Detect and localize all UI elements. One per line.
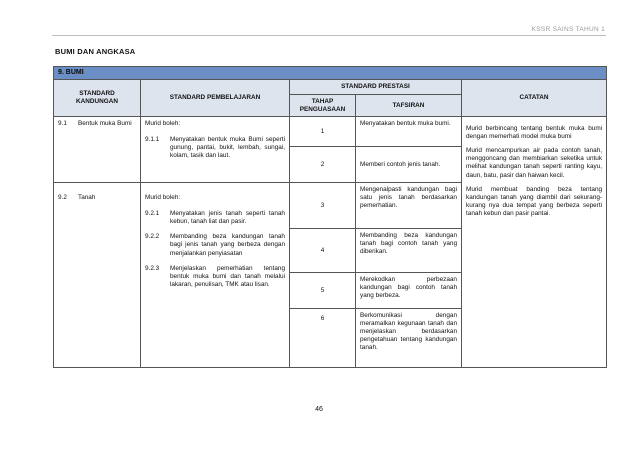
pembelajaran-item <box>145 136 285 160</box>
tahap-level: 3 <box>290 183 356 229</box>
header-catatan: CATATAN <box>462 80 607 117</box>
header-row-1 <box>54 80 607 95</box>
tafsiran-text: Berkomunikasi dengan meramalkan kegunaan tanah dan menjelaskan berdasarkan pengetahuan tentang kandungan tanah. <box>356 309 462 368</box>
section-title: BUMI DAN ANGKASA <box>55 47 136 56</box>
item-text: Menyatakan bentuk muka Bumi seperti gunung, pantai, bukit, lembah, sungai, kolam, tasik dan laut. <box>170 136 285 160</box>
table-row <box>54 117 607 147</box>
kandungan-number: 9.1 <box>58 120 67 128</box>
pembelajaran-intro: Murid boleh: <box>145 120 181 128</box>
running-header: KSSR SAINS TAHUN 1 <box>531 26 605 33</box>
header-standard-kandungan: STANDARD KANDUNGAN <box>54 80 141 117</box>
item-number: 9.2.3 <box>145 264 160 272</box>
tafsiran-text: Merekodkan perbezaan kandungan bagi contoh tanah yang berbeza. <box>356 273 462 309</box>
catatan-paragraph: Murid membuat banding beza tentang kandungan tanah yang diambil dari sekurang-kurang nya dua tempat yang berbeza seperti tanah kebun dan pasir pantai. <box>466 185 603 217</box>
catatan-paragraph: Murid mencampurkan air pada contoh tanah, menggoncang dan membiarkan seketika untuk melihat kandungan tanah seperti ranting kayu, daun, batu, pasir dan haiwan kecil. <box>466 147 603 179</box>
kandungan-9-1 <box>54 117 141 183</box>
pembelajaran-item <box>145 265 285 289</box>
pembelajaran-intro: Murid boleh: <box>145 194 181 202</box>
kandungan-9-2 <box>54 183 141 368</box>
topic-title: 9. BUMI <box>54 67 607 80</box>
tafsiran-text: Membanding beza kandungan tanah bagi contoh tanah yang diberikan. <box>356 229 462 273</box>
header-standard-prestasi: STANDARD PRESTASI <box>290 80 462 95</box>
catatan-cell <box>462 117 607 368</box>
catatan-paragraph: Murid berbincang tentang bentuk muka bumi dengan memerhati model muka bumi <box>466 125 603 141</box>
pembelajaran-9-2 <box>141 183 290 368</box>
item-text: Menjelaskan pemerhatian tentang bentuk muka bumi dan tanah melalui lakaran, penulisan, TMK atau lisan. <box>170 264 285 288</box>
header-divider <box>52 35 606 36</box>
tahap-level: 4 <box>290 229 356 273</box>
item-number: 9.2.1 <box>145 210 160 218</box>
item-text: Menyatakan jenis tanah seperti tanah kebun, tanah liat dan pasir. <box>170 210 285 226</box>
kandungan-number: 9.2 <box>58 194 67 202</box>
page-number: 46 <box>315 406 323 413</box>
topic-bar <box>54 67 607 80</box>
tahap-level: 2 <box>290 147 356 183</box>
header-tafsiran: TAFSIRAN <box>356 95 462 117</box>
item-number: 9.1.1 <box>145 136 160 144</box>
item-number: 9.2.2 <box>145 233 160 241</box>
pembelajaran-item <box>145 210 285 226</box>
pembelajaran-item <box>145 233 285 257</box>
kandungan-text: Tanah <box>78 194 96 202</box>
tahap-level: 5 <box>290 273 356 309</box>
tafsiran-text: Mengenalpasti kandungan bagi satu jenis tanah berdasarkan pemerhatian. <box>356 183 462 229</box>
header-tahap: TAHAP PENGUASAAN <box>290 95 356 117</box>
tahap-level: 1 <box>290 117 356 147</box>
tafsiran-text: Memberi contoh jenis tanah. <box>356 147 462 183</box>
tafsiran-text: Menyatakan bentuk muka bumi. <box>356 117 462 147</box>
pembelajaran-9-1 <box>141 117 290 183</box>
kandungan-text: Bentuk muka Bumi <box>78 120 132 128</box>
header-standard-pembelajaran: STANDARD PEMBELAJARAN <box>141 80 290 117</box>
tahap-level: 6 <box>290 309 356 368</box>
curriculum-table <box>53 66 607 368</box>
item-text: Membanding beza kandungan tanah bagi jenis tanah yang berbeza dengan menjalankan penyiasatan <box>170 233 285 257</box>
